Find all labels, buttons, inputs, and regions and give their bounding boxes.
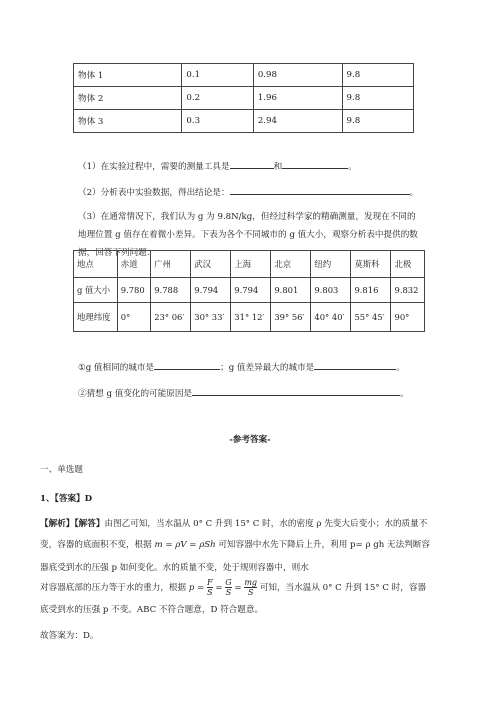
table-cell: 0.1 (182, 64, 253, 87)
table-cell: 90° (391, 303, 425, 332)
table-cell: 30° 33′ (191, 303, 231, 332)
question-3: （3）在通常情况下，我们认为 g 为 9.8N/kg，但经过科学家的精确测量，发现在不同的地理位置 g 值存在着微小差异。下表为各个不同城市的 g 值大小，观察分析表中提供的数据，回答下列问题： (78, 212, 418, 258)
answer-blank[interactable] (154, 361, 220, 370)
question-2: （2）分析表中实验数据，得出结论是： 。 (78, 188, 419, 198)
analysis-line-3: 器底受到水的压强 p 如何变化。水的质量不变，处于规则容器中，则水 (40, 563, 309, 573)
density-formula: m = ρV = ρSh (154, 540, 216, 550)
answer-1-label: 1、【答案】D (40, 494, 93, 504)
table-cell: 55° 45′ (351, 303, 391, 332)
table-cell: 赤道 (117, 251, 150, 278)
table-cell: 9.832 (391, 278, 425, 303)
table-cell: 上海 (231, 251, 271, 278)
table-cell: 9.8 (342, 110, 413, 133)
answer-blank[interactable] (230, 160, 274, 169)
table-cell: 23° 06′ (151, 303, 191, 332)
table-cell: 9.816 (351, 278, 391, 303)
table-cell: 广州 (151, 251, 191, 278)
table-cell: 9.803 (311, 278, 351, 303)
table-cell: 9.794 (191, 278, 231, 303)
g-value-table (73, 250, 425, 332)
table-cell: 北京 (271, 251, 311, 278)
table-cell: 39° 56′ (271, 303, 311, 332)
final-answer: 故答案为：D。 (40, 631, 99, 641)
table-cell: 9.794 (231, 278, 271, 303)
table-cell: 地点 (74, 251, 118, 278)
table-cell: 9.780 (117, 278, 150, 303)
answer-blank[interactable] (314, 361, 396, 370)
table-cell: 物体 1 (74, 64, 182, 87)
analysis-line-1: 【解析】【解答】由图乙可知，当水温从 0° C 升到 15° C 时，水的密度 ρ 先变大后变小；水的质量不 (40, 519, 428, 529)
table-cell: 9.8 (342, 87, 413, 110)
analysis-line-2: 变，容器的底面积不变，根据 m = ρV = ρSh 可知容器中水先下降后上升，利用 p= ρ gh 无法判断容 (40, 540, 431, 550)
table-cell: 0° (117, 303, 150, 332)
table-cell: 31° 12′ (231, 303, 271, 332)
table-cell: g 值大小 (74, 278, 118, 303)
table-row (74, 251, 425, 278)
table-cell: 2.94 (253, 110, 342, 133)
table-row (74, 110, 414, 133)
table-cell: 纽约 (311, 251, 351, 278)
fraction-f-over-s: $\frac{F}{S}$ (207, 578, 213, 597)
table-row (74, 303, 425, 332)
analysis-line-5: 底受到水的压强 p 不变。ABC 不符合题意，D 符合题意。 (40, 605, 264, 615)
table-cell: 9.788 (151, 278, 191, 303)
table-cell: 北极 (391, 251, 425, 278)
table-row (74, 64, 414, 87)
sub-question-2: ②猜想 g 值变化的可能原因是 。 (78, 389, 409, 399)
answer-blank[interactable] (282, 160, 348, 169)
table-row (74, 87, 414, 110)
question-1: （1）在实验过程中，需要的测量工具是 和 。 (78, 162, 357, 172)
table-row (74, 278, 425, 303)
table-cell: 0.2 (182, 87, 253, 110)
table-cell: 0.98 (253, 64, 342, 87)
table-cell: 武汉 (191, 251, 231, 278)
table-cell: 40° 40′ (311, 303, 351, 332)
mass-gravity-table (73, 63, 414, 133)
fraction-mg-over-s: $\frac{mg}{S}$ (244, 578, 258, 597)
answer-blank[interactable] (192, 387, 400, 396)
table-cell: 物体 3 (74, 110, 182, 133)
table-cell: 9.801 (271, 278, 311, 303)
fraction-g-over-s: $\frac{G}{S}$ (225, 578, 232, 597)
table-cell: 莫斯科 (351, 251, 391, 278)
answer-blank[interactable] (230, 186, 410, 195)
table-cell: 1.96 (253, 87, 342, 110)
table-cell: 9.8 (342, 64, 413, 87)
section-heading: 一、单选题 (40, 465, 83, 475)
sub-question-1: ①g 值相同的城市是 ；g 值差异最大的城市是 。 (78, 363, 405, 373)
table-cell: 物体 2 (74, 87, 182, 110)
analysis-line-4: 对容器底部的压力等于水的重力，根据 p = $\frac{F}{S}$ = $\frac{G}{S}$ = $\frac{mg}{S}$ 可知，当水温从 0° C 升到 15° C 时，容器 (40, 578, 427, 597)
table-cell: 0.3 (182, 110, 253, 133)
answer-key-title: -参考答案- (229, 435, 271, 445)
table-cell: 地理纬度 (74, 303, 118, 332)
